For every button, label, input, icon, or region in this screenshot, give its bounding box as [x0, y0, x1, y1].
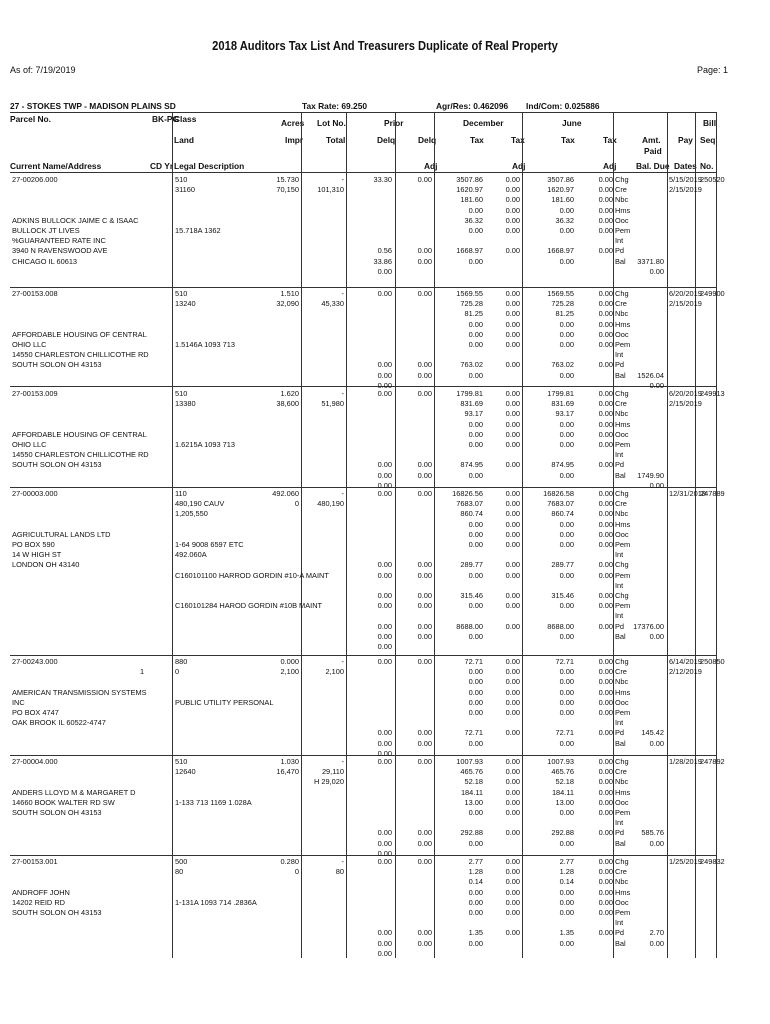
december-tax: 1799.81 831.69 93.17 0.00 0.00 0.00 874.95 0.00 — [456, 389, 483, 480]
maint-description: C160101100 HARROD GORDIN #10-A MAINT — [175, 570, 329, 580]
class-land: 500 80 — [175, 857, 188, 877]
hdr-bk-pg: BK-PG — [152, 114, 179, 124]
prior-delq: 0.00 0.00 0.00 0.00 — [377, 289, 392, 390]
parcel-number: 27-00153.001 — [12, 857, 58, 866]
class-land: 510 13380 — [175, 389, 196, 409]
hdr-bill: Bill — [703, 118, 717, 128]
hdr-pay: Pay — [678, 135, 693, 145]
legal-description: PUBLIC UTILITY PERSONAL — [175, 697, 274, 707]
class-land: 880 0 — [175, 657, 188, 677]
hdr-adj-1: Adj — [424, 161, 438, 171]
hdr-december: December — [463, 118, 504, 128]
june-tax: 1799.81 831.69 93.17 0.00 0.00 0.00 874.95 0.00 — [547, 389, 574, 480]
hdr-legal-desc: Legal Description — [174, 161, 245, 171]
bill-seq: 247892 — [700, 757, 725, 766]
june-adj: 0.00 0.00 0.00 0.00 0.00 0.00 0.00 — [598, 657, 613, 738]
maint-description: C160101284 HAROD GORDIN #10B MAINT — [175, 601, 323, 611]
owner-address: AFFORDABLE HOUSING OF CENTRAL OHIO LLC 14550 CHARLESTON CHILLICOTHE RD SOUTH SOLON OH 43153 — [12, 429, 149, 470]
parcel-number: 27-00153.008 — [12, 289, 58, 298]
ind-com-rate: Ind/Com: 0.025886 — [526, 101, 600, 111]
acres-impr: 0.280 0 — [280, 857, 299, 877]
amount-paid: 585.76 0.00 — [641, 828, 664, 848]
december-adj: 0.00 0.00 0.00 0.00 0.00 0.00 0.00 — [505, 757, 520, 838]
hdr-delq-1: Delq — [377, 135, 396, 145]
bill-seq: 247889 — [700, 489, 725, 498]
charge-codes: Chg Cre Nbc Hms Ooc Pem Int Pd Bal — [615, 657, 631, 748]
pay-dates: 6/20/2019 2/15/2019 — [669, 389, 702, 409]
acres-impr: 1.030 16,470 — [276, 757, 299, 777]
hdr-tax-3: Tax — [561, 135, 575, 145]
pay-dates: 12/31/2018 — [669, 489, 706, 498]
hdr-tax-4: Tax — [603, 135, 617, 145]
hdr-tax-2: Tax — [511, 135, 525, 145]
parcel-number: 27-00243.000 — [12, 657, 58, 666]
hdr-cd-yr: CD Yr — [150, 161, 174, 171]
hdr-dates: Dates — [674, 161, 697, 171]
legal-description: 1.5146A 1093 713 — [175, 340, 236, 349]
class-land: 110 480,190 CAUV 1,205,550 — [175, 489, 225, 519]
charge-codes: Chg Cre Nbc Hms Ooc Pem Int Pd Bal — [615, 289, 631, 380]
as-of-date: As of: 7/19/2019 — [10, 65, 76, 75]
december-tax: 1569.55 725.28 81.25 0.00 0.00 0.00 763.02 0.00 — [456, 289, 483, 380]
december-adj: 0.00 0.00 0.00 0.00 0.00 0.00 0.00 — [505, 857, 520, 938]
charge-codes: Chg Cre Nbc Hms Ooc Pem Int Pd Bal — [615, 757, 631, 848]
acres-impr: 0.000 2,100 — [280, 657, 299, 677]
december-adj: 0.00 0.00 0.00 0.00 0.00 0.00 0.00 0.00 0.00 0.00 0.00 — [505, 489, 520, 631]
class-land: 510 12640 — [175, 757, 196, 777]
hdr-bal-due: Bal. Due — [636, 161, 670, 171]
hdr-no: No. — [700, 161, 714, 171]
owner-address: ANDERS LLOYD M & MARGARET D 14660 BOOK WALTER RD SW SOUTH SOLON OH 43153 — [12, 787, 136, 817]
charge-codes: Chg Cre Nbc Hms Ooc Pem Int Chg Pem Int Chg Pem Int Pd Bal — [615, 489, 631, 641]
charge-codes: Chg Cre Nbc Hms Ooc Pem Int Pd Bal — [615, 175, 631, 266]
legal-description: 1-133 713 1169 1.028A — [175, 797, 252, 807]
hdr-acres: Acres — [281, 118, 305, 128]
owner-address: AMERICAN TRANSMISSION SYSTEMS INC PO BOX 4747 OAK BROOK IL 60522-4747 — [12, 687, 147, 728]
hdr-class: Class — [174, 114, 197, 124]
owner-address: AFFORDABLE HOUSING OF CENTRAL OHIO LLC 14550 CHARLESTON CHILLICOTHE RD SOUTH SOLON OH 43153 — [12, 329, 149, 370]
lot-total: - 101,310 — [317, 175, 344, 195]
class-land: 510 13240 — [175, 289, 196, 309]
parcel-number: 27-00153.009 — [12, 389, 58, 398]
pay-dates: 1/25/2019 — [669, 857, 702, 866]
prior-delq: 0.00 0.00 0.00 0.00 — [377, 657, 392, 758]
cd-year: 1 — [140, 667, 145, 677]
delq-adj: 0.00 0.00 0.00 — [417, 175, 432, 266]
bill-seq: 250850 — [700, 657, 725, 666]
december-tax: 1007.93 465.76 52.18 184.11 13.00 0.00 292.88 0.00 — [456, 757, 483, 848]
lot-total: - 45,330 — [321, 289, 344, 309]
amount-paid: 1526.04 0.00 — [637, 370, 664, 390]
june-adj: 0.00 0.00 0.00 0.00 0.00 0.00 0.00 — [598, 857, 613, 938]
december-adj: 0.00 0.00 0.00 0.00 0.00 0.00 0.00 — [505, 657, 520, 738]
page-number: Page: 1 — [696, 65, 728, 75]
december-tax: 16826.56 7683.07 860.74 0.00 0.00 0.00 289.77 0.00 315.46 0.00 8688.00 0.00 — [452, 489, 483, 641]
amount-paid: 3371.80 0.00 — [637, 256, 664, 276]
lot-total: - 80 — [335, 857, 344, 877]
june-tax: 1569.55 725.28 81.25 0.00 0.00 0.00 763.02 0.00 — [547, 289, 574, 380]
delq-adj: 0.00 0.00 0.00 — [417, 757, 432, 848]
pay-dates: 1/28/2019 — [669, 757, 702, 766]
prior-delq: 0.00 0.00 0.00 0.00 — [377, 389, 392, 490]
hdr-paid: Paid — [644, 146, 662, 156]
hdr-june: June — [562, 118, 582, 128]
bill-seq: 249913 — [700, 389, 725, 398]
december-tax: 72.71 0.00 0.00 0.00 0.00 0.00 72.71 0.00 — [464, 657, 483, 748]
acres-impr: 1.620 38,600 — [276, 389, 299, 409]
bill-seq: 249832 — [700, 857, 725, 866]
delq-adj: 0.00 0.00 0.00 — [417, 857, 432, 948]
december-adj: 0.00 0.00 0.00 0.00 0.00 0.00 0.00 — [505, 289, 520, 370]
agr-res-rate: Agr/Res: 0.462096 — [436, 101, 509, 111]
acres-impr: 1.510 32,090 — [276, 289, 299, 309]
june-adj: 0.00 0.00 0.00 0.00 0.00 0.00 0.00 — [598, 289, 613, 370]
amount-paid: 17376.00 0.00 — [633, 621, 664, 641]
december-adj: 0.00 0.00 0.00 0.00 0.00 0.00 0.00 — [505, 175, 520, 256]
june-adj: 0.00 0.00 0.00 0.00 0.00 0.00 0.00 — [598, 175, 613, 256]
lot-total: - 480,190 — [317, 489, 344, 509]
delq-adj: 0.00 0.00 0.00 — [417, 657, 432, 748]
june-adj: 0.00 0.00 0.00 0.00 0.00 0.00 0.00 0.00 0.00 0.00 0.00 — [598, 489, 613, 631]
pay-dates: 6/14/2019 2/12/2019 — [669, 657, 702, 677]
legal-description: 1.6215A 1093 713 — [175, 440, 236, 449]
district-name: 27 - STOKES TWP - MADISON PLAINS SD — [10, 101, 176, 111]
hdr-adj-3: Adj — [603, 161, 617, 171]
june-adj: 0.00 0.00 0.00 0.00 0.00 0.00 0.00 — [598, 757, 613, 838]
owner-address: ADKINS BULLOCK JAIME C & ISAAC BULLOCK JT LIVES %GUARANTEED RATE INC 3940 N RAVENSWOOD AVE CHICAGO IL 60613 — [12, 215, 139, 266]
legal-description: 1-64 9008 6597 ETC 492.060A — [175, 540, 244, 560]
legal-description: 15.718A 1362 — [175, 226, 221, 235]
lot-total: - 51,980 — [321, 389, 344, 409]
lot-total: - 2,100 — [325, 657, 344, 677]
june-tax: 16826.58 7683.07 860.74 0.00 0.00 0.00 289.77 0.00 315.46 0.00 8688.00 0.00 — [543, 489, 574, 641]
prior-delq: 33.30 0.56 33.86 0.00 — [373, 175, 392, 276]
prior-delq: 0.00 0.00 0.00 0.00 — [377, 857, 392, 958]
owner-address: AGRICULTURAL LANDS LTD PO BOX 590 14 W HIGH ST LONDON OH 43140 — [12, 529, 111, 570]
hdr-amt: Amt. — [642, 135, 661, 145]
delq-adj: 0.00 0.00 0.00 — [417, 389, 432, 480]
prior-delq: 0.00 0.00 0.00 0.00 — [377, 757, 392, 858]
hdr-seq: Seq — [700, 135, 716, 145]
lot-total: - 29,110 H 29,020 — [314, 757, 344, 787]
pay-dates: 5/15/2019 2/15/2019 — [669, 175, 702, 195]
bill-seq: 250520 — [700, 175, 725, 184]
december-tax: 2.77 1.28 0.14 0.00 0.00 0.00 1.35 0.00 — [468, 857, 483, 948]
charge-codes: Chg Cre Nbc Hms Ooc Pem Int Pd Bal — [615, 857, 631, 948]
december-adj: 0.00 0.00 0.00 0.00 0.00 0.00 0.00 — [505, 389, 520, 470]
june-adj: 0.00 0.00 0.00 0.00 0.00 0.00 0.00 — [598, 389, 613, 470]
class-land: 510 31160 — [175, 175, 196, 195]
delq-adj: 0.00 0.00 0.00 0.00 0.00 0.00 0.00 — [417, 489, 432, 641]
hdr-adj-2: Adj — [512, 161, 526, 171]
acres-impr: 492.060 0 — [272, 489, 299, 509]
amount-paid: 1749.90 0.00 — [637, 470, 664, 490]
charge-codes: Chg Cre Nbc Hms Ooc Pem Int Pd Bal — [615, 389, 631, 480]
prior-delq: 0.00 0.00 0.00 0.00 0.00 0.00 0.00 0.00 — [377, 489, 392, 652]
report-title: 2018 Auditors Tax List And Treasurers Duplicate of Real Property — [212, 38, 558, 53]
parcel-number: 27-00003.000 — [12, 489, 58, 498]
parcel-number: 27-00206.000 — [12, 175, 58, 184]
hdr-current-name: Current Name/Address — [10, 161, 102, 171]
amount-paid: 2.70 0.00 — [649, 928, 664, 948]
hdr-prior: Prior — [384, 118, 404, 128]
june-tax: 3507.86 1620.97 181.60 0.00 36.32 0.00 1668.97 0.00 — [547, 175, 574, 266]
hdr-land: Land — [174, 135, 195, 145]
pay-dates: 6/20/2019 2/15/2019 — [669, 289, 702, 309]
december-tax: 3507.86 1620.97 181.60 0.00 36.32 0.00 1668.97 0.00 — [456, 175, 483, 266]
hdr-parcel-no: Parcel No. — [10, 114, 51, 124]
june-tax: 72.71 0.00 0.00 0.00 0.00 0.00 72.71 0.00 — [555, 657, 574, 748]
hdr-tax-1: Tax — [470, 135, 484, 145]
parcel-number: 27-00004.000 — [12, 757, 58, 766]
legal-description: 1-131A 1093 714 .2836A — [175, 897, 257, 907]
hdr-lot-no: Lot No. — [317, 118, 346, 128]
acres-impr: 15.730 70,150 — [276, 175, 299, 195]
delq-adj: 0.00 0.00 0.00 — [417, 289, 432, 380]
june-tax: 2.77 1.28 0.14 0.00 0.00 0.00 1.35 0.00 — [559, 857, 574, 948]
june-tax: 1007.93 465.76 52.18 184.11 13.00 0.00 292.88 0.00 — [547, 757, 574, 848]
owner-address: ANDROFF JOHN 14202 REID RD SOUTH SOLON OH 43153 — [12, 887, 102, 917]
hdr-impr: Impr — [285, 135, 304, 145]
tax-rate: Tax Rate: 69.250 — [302, 101, 368, 111]
bill-seq: 249900 — [700, 289, 725, 298]
hdr-delq-2: Delq — [418, 135, 437, 145]
amount-paid: 145.42 0.00 — [641, 728, 664, 748]
hdr-total: Total — [326, 135, 346, 145]
